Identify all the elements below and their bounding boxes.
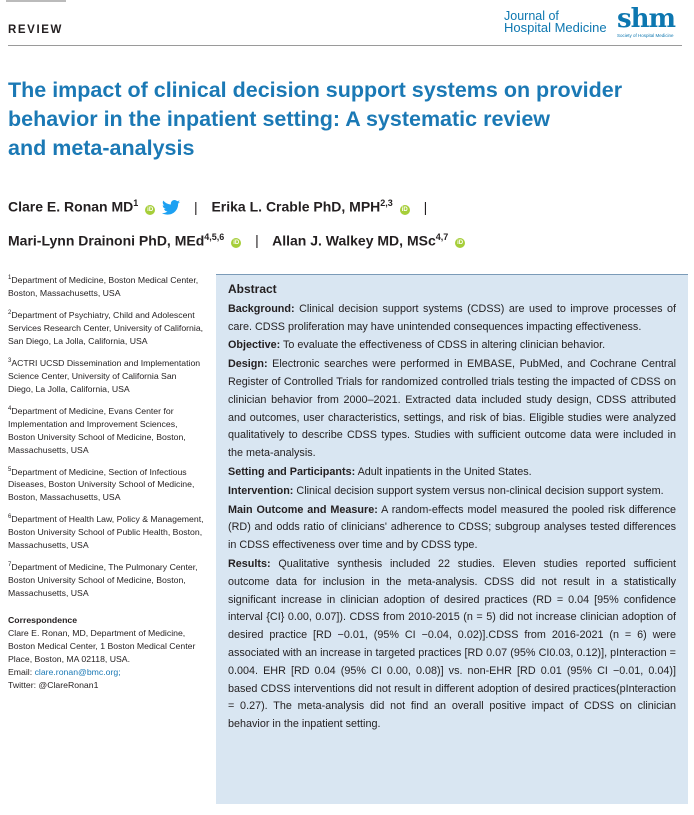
abstract-objective: Objective: To evaluate the effectiveness of CDSS in altering clinician behavior. <box>228 339 606 352</box>
affiliation-item: $^4$Department of Medicine, Evans Center for Implementation and Improvement Sciences, Boston University School of Medicine, Boston, Massachusetts, USA <box>8 405 186 455</box>
twitter-icon[interactable] <box>162 197 180 224</box>
orcid-icon[interactable]: iD <box>401 206 408 213</box>
section-label: REVIEW <box>8 24 63 36</box>
abstract-design: Design: Electronic searches were performed in EMBASE, PubMed, and Cochrane Central Register of Controlled Trials for randomized controlled trials testing the impacted of CDSS on clinician behavior from 2000–2021. Extracted data included study design, CDSS attributed and outcomes, user characteristics, settings, and risk of bias. Eligible studies were analyzed qualitatively to describe CDSS types. Studies with sufficient outcome data were included in the meta-analysis. <box>228 358 677 460</box>
orcid-icon[interactable]: iD <box>147 206 154 213</box>
journal-name-line1: Journal of <box>504 9 559 23</box>
correspondence-email-line <box>8 666 204 679</box>
email-label: Email: <box>8 667 33 678</box>
author-line-2 <box>8 224 688 255</box>
abstract-setting: Setting and Participants: Adult inpatients in the United States. <box>228 465 532 478</box>
article-title <box>8 76 678 163</box>
author-name: Mari-Lynn Drainoni PhD, MEd <box>8 232 205 249</box>
orcid-icon[interactable]: iD <box>233 240 240 247</box>
abstract-results: Results: Qualitative synthesis included 22 studies. Eleven studies reported sufficient outcome data for inclusion in the meta-analysis. CDSS did not result in a statistically significant increase in clinician adoption of desired practices (RD = 0.04 [95% confidence interval {CI} 0.00, 0.07]). CDSS from 2010-2015 (n = 5) did not increase clinician adoption of desired practice [RD −0.01, (95% CI −0.04, 0.02)].CDSS from 2016-2021 (n = 6) were associated with an increase in targeted practices [RD 0.07 (95% CI0.03, 0.12)], pInteraction = 0.004. EHR [RD 0.04 (95% CI 0.00, 0.08)] vs. non-EHR [RD 0.01 (95% CI −0.01, 0.04)] based CDSS interventions did not result in different adoption of desired practices(pInteraction = 0.27). The meta-analysis did not find an overall positive impact of CDSS on clinician behavior in the inpatient setting. <box>228 557 677 731</box>
affiliation-item: $^1$Department of Medicine, Boston Medical Center, Boston, Massachusetts, USA <box>8 274 199 298</box>
author-affiliation-sup: 2,3 <box>380 198 393 208</box>
title-line: behavior in the inpatient setting: A systematic review <box>8 107 551 131</box>
affiliations-column <box>8 272 204 692</box>
affiliation-item: $^7$Department of Medicine, The Pulmonary Center, Boston University School of Medicine, Boston, Massachusetts, USA <box>8 562 198 599</box>
email-link[interactable]: clare.ronan@bmc.org; <box>34 667 121 678</box>
society-logo <box>617 6 689 38</box>
society-name: Society of Hospital Medicine <box>617 33 674 38</box>
author-separator: | <box>255 232 259 249</box>
journal-logo <box>504 10 607 34</box>
author-line-1 <box>8 190 688 224</box>
author-separator: | <box>423 198 428 215</box>
author-affiliation-sup: 4,7 <box>435 231 449 242</box>
header-divider <box>8 45 682 46</box>
title-line: The impact of clinical decision support systems on provider <box>8 78 623 102</box>
top-rule <box>6 0 66 2</box>
abstract-heading: Abstract <box>228 282 277 296</box>
author-affiliation-sup: 1 <box>133 198 139 208</box>
orcid-icon[interactable]: iD <box>457 240 464 247</box>
society-mark: shm <box>617 4 676 34</box>
author-affiliation-sup: 4,5,6 <box>204 231 225 242</box>
author-list <box>8 190 688 254</box>
affiliation-item: $^3$ACTRI UCSD Dissemination and Implementation Science Center, University of California San Diego, La Jolla, California, USA <box>8 357 201 394</box>
abstract-intervention: Intervention: Clinical decision support system versus non-clinical decision support system. <box>228 484 664 497</box>
journal-name-line2: Hospital Medicine <box>504 20 607 35</box>
affiliation-item: $^2$Department of Psychiatry, Child and Adolescent Services Research Center, University of California, San Diego, La Jolla, California, USA <box>8 309 204 346</box>
affiliation-item: $^6$Department of Health Law, Policy & Management, Boston University School of Public Health, Boston, Massachusetts, USA <box>8 514 204 551</box>
affiliation-item: $^5$Department of Medicine, Section of Infectious Diseases, Boston University School of Medicine, Boston, Massachusetts, USA <box>8 466 195 503</box>
twitter-handle: Twitter: @ClareRonan1 <box>8 680 99 691</box>
abstract-outcome: Main Outcome and Measure: A random-effects model measured the pooled risk difference (RD) and odds ratio of clinicians' adherence to CDSS; subgroup analyses tested differences in CDSS effectiveness over time and by CDSS type. <box>228 503 676 552</box>
correspondence-address: Clare E. Ronan, MD, Department of Medicine, Boston Medical Center, 1 Boston Medical Center Place, Boston, MA 02118, USA. <box>8 628 196 665</box>
author-name: Erika L. Crable PhD, MPH <box>211 198 381 215</box>
author-separator: | <box>193 198 198 215</box>
abstract-background: Background: Clinical decision support systems (CDSS) are used to improve processes of care. CDSS proliferation may have unintended consequences impacting effectiveness. <box>228 302 677 333</box>
author-name: Clare E. Ronan MD <box>8 198 134 215</box>
title-line: and meta-analysis <box>8 136 195 160</box>
abstract-box <box>216 274 688 804</box>
correspondence-heading: Correspondence <box>8 615 78 626</box>
author-name: Allan J. Walkey MD, MSc <box>272 232 436 249</box>
